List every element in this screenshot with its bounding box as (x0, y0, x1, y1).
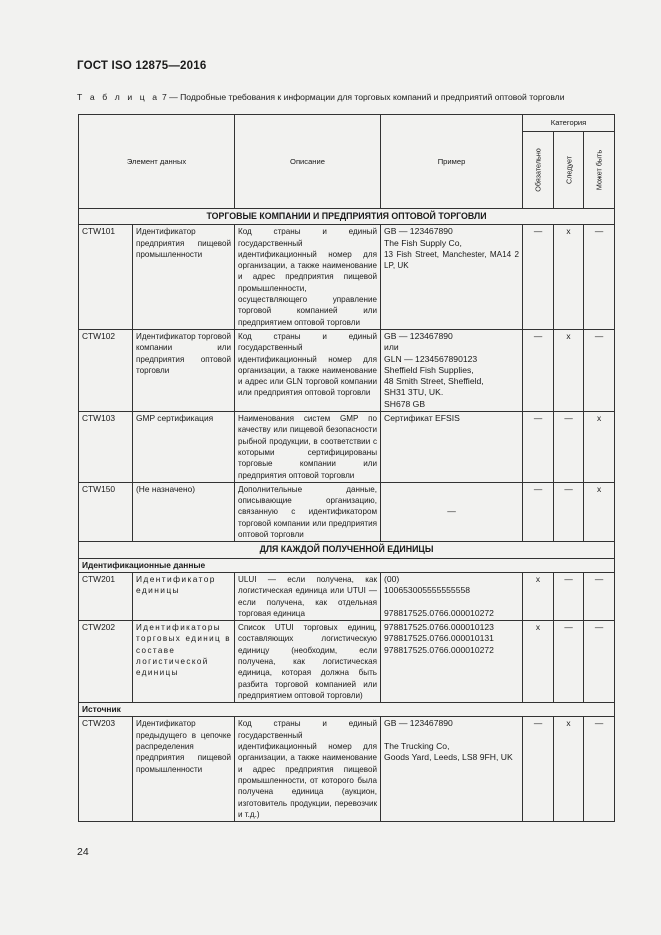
element-name: Идентификатор предыдущего в цепочке распределения предприятия пищевой промышленности (133, 717, 235, 822)
element-description: Дополнительные данные, описывающие организацию, связанную с идентификатором торговой компании или предприятия оптовой торговли (235, 482, 381, 541)
element-description: Код страны и единый государственный идентификационный номер для организации, а также наименование и адрес или GLN торговой компании или предприятия оптовой торговли (235, 329, 381, 411)
mark-should: x (554, 717, 584, 822)
element-code: CTW102 (79, 329, 133, 411)
col-header-description: Описание (235, 115, 381, 209)
mark-should: x (554, 329, 584, 411)
table-row (79, 225, 615, 330)
element-example: — (381, 482, 523, 541)
requirements-table (78, 114, 615, 822)
document-header: ГОСТ ISO 12875—2016 (77, 60, 207, 72)
col-header-should: Следует (554, 132, 584, 209)
mark-should: — (554, 621, 584, 703)
element-example: Сертификат EFSIS (381, 412, 523, 483)
mark-mandatory: — (523, 482, 554, 541)
element-name: Идентификатор торговой компании или предприятия оптовой торговли (133, 329, 235, 411)
element-name: Идентификаторы торговых единиц в составе логистической единицы (133, 621, 235, 703)
element-example: (00) 100653005555555558 978817525.0766.000010272 (381, 572, 523, 620)
element-description: Наименования систем GMP по качеству или пищевой безопасности рыбной продукции, в соответствии с которыми сертифицированы торговые компании или предприятия оптовой торговли (235, 412, 381, 483)
section-trade: ТОРГОВЫЕ КОМПАНИИ И ПРЕДПРИЯТИЯ ОПТОВОЙ ТОРГОВЛИ (79, 209, 615, 225)
mark-may: — (584, 572, 615, 620)
mark-mandatory: — (523, 717, 554, 822)
mark-mandatory: x (523, 572, 554, 620)
mark-may: — (584, 329, 615, 411)
element-description: ULUI — если получена, как логистическая единица или UTUI — если получена, как отдельная торговая единица (235, 572, 381, 620)
table-row (79, 717, 615, 822)
table-row (79, 329, 615, 411)
element-code: CTW203 (79, 717, 133, 822)
table-caption-text: 7 — Подробные требования к информации для торговых компаний и предприятий оптовой торговли (159, 92, 565, 102)
element-code: CTW150 (79, 482, 133, 541)
element-name: Идентификатор единицы (133, 572, 235, 620)
element-example: 978817525.0766.000010123 978817525.0766.000010131 978817525.0766.000010272 (381, 621, 523, 703)
mark-should: — (554, 482, 584, 541)
mark-should: — (554, 572, 584, 620)
col-header-category: Категория (523, 115, 615, 132)
element-code: CTW201 (79, 572, 133, 620)
element-code: CTW101 (79, 225, 133, 330)
table-caption-label: Т а б л и ц а (77, 92, 160, 102)
col-header-may: Может быть (584, 132, 615, 209)
table-caption (77, 92, 565, 102)
subsection-ident: Идентификационные данные (79, 558, 615, 572)
element-code: CTW202 (79, 621, 133, 703)
element-name: (Не назначено) (133, 482, 235, 541)
element-description: Список UTUI торговых единиц, составляющих логистическую единицу (необходим, если получена, как логистическая единица, которая должна быть разбита торговой компанией или предприятием оптовой торговли) (235, 621, 381, 703)
mark-mandatory: — (523, 225, 554, 330)
table-row (79, 621, 615, 703)
mark-should: x (554, 225, 584, 330)
element-example: GB — 123467890 или GLN — 1234567890123 Sheffield Fish Supplies, 48 Smith Street, Sheffield, SH31 3TU, UK. SH678 GB (381, 329, 523, 411)
page-number: 24 (77, 846, 89, 858)
col-header-example: Пример (381, 115, 523, 209)
col-header-element: Элемент данных (79, 115, 235, 209)
mark-should: — (554, 412, 584, 483)
section-each-unit: ДЛЯ КАЖДОЙ ПОЛУЧЕННОЙ ЕДИНИЦЫ (79, 542, 615, 558)
element-name: Идентификатор предприятия пищевой промышленности (133, 225, 235, 330)
element-code: CTW103 (79, 412, 133, 483)
mark-may: — (584, 225, 615, 330)
mark-may: x (584, 482, 615, 541)
mark-mandatory: — (523, 329, 554, 411)
element-description: Код страны и единый государственный идентификационный номер для организации, а также наименование и адрес предприятия пищевой промышленности, осуществляющего управление торговой компанией или предприятием оптовой торговли (235, 225, 381, 330)
table-row (79, 412, 615, 483)
element-example: GB — 123467890 The Trucking Co, Goods Yard, Leeds, LS8 9FH, UK (381, 717, 523, 822)
table-row (79, 572, 615, 620)
element-description: Код страны и единый государственный идентификационный номер для организации, а также наименование и адрес предприятия пищевой промышленности, от которого была получена единица (аукцион, изготовитель продукции, перевозчик и т.д.) (235, 717, 381, 822)
element-name: GMP сертификация (133, 412, 235, 483)
mark-mandatory: x (523, 621, 554, 703)
mark-may: — (584, 621, 615, 703)
col-header-mandatory: Обязательно (523, 132, 554, 209)
mark-mandatory: — (523, 412, 554, 483)
table-row (79, 482, 615, 541)
mark-may: x (584, 412, 615, 483)
subsection-source: Источник (79, 703, 615, 717)
mark-may: — (584, 717, 615, 822)
element-example: GB — 123467890 The Fish Supply Co, 13 Fish Street, Manchester, MA14 2 LP, UK (381, 225, 523, 330)
